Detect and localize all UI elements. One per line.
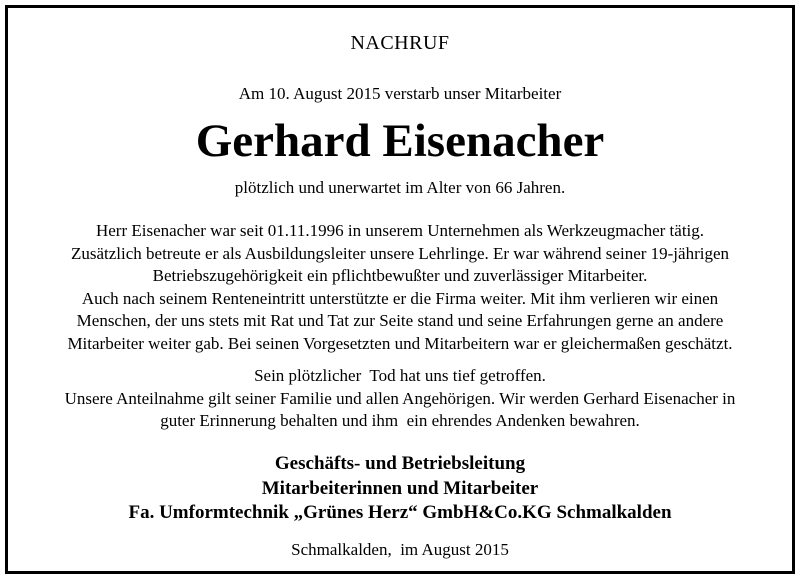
- age-text: plötzlich und unerwartet im Alter von 66 Jahren.: [234, 178, 566, 197]
- signatory-company: Fa. Umformtechnik „Grünes Herz“ GmbH&Co.KG Schmalkalden: [128, 502, 672, 523]
- tribute-paragraph: [0, 220, 800, 355]
- condolence-line: guter Erinnerung behalten und ihm ein ehrendes Andenken bewahren.: [160, 411, 640, 430]
- tribute-line: Menschen, der uns stets mit Rat und Tat zur Seite stand und seine Erfahrungen gerne an andere: [76, 311, 724, 330]
- tribute-line: Herr Eisenacher war seit 01.11.1996 in unserem Unternehmen als Werkzeugmacher tätig.: [95, 221, 705, 240]
- condolence-line: Sein plötzlicher Tod hat uns tief getroffen.: [254, 366, 546, 385]
- condolence-paragraph: [0, 365, 800, 433]
- tribute-line: Mitarbeiter weiter gab. Bei seinen Vorgesetzten und Mitarbeitern war er gleichermaßen geschätzt.: [67, 333, 733, 353]
- tribute-line: Auch nach seinem Renteneintritt unterstützte er die Firma weiter. Mit ihm verlieren wir einen: [81, 288, 719, 308]
- signatory-staff: Mitarbeiterinnen und Mitarbeiter: [261, 477, 539, 499]
- deceased-name: Gerhard Eisenacher: [195, 115, 605, 167]
- condolence-line: Unsere Anteilnahme gilt seiner Familie und allen Angehörigen. Wir werden Gerhard Eisenacher in: [64, 388, 736, 408]
- notice-heading: NACHRUF: [350, 32, 450, 54]
- place-date: Schmalkalden, im August 2015: [291, 540, 509, 559]
- signatories: [0, 452, 800, 526]
- signatory-management: Geschäfts- und Betriebsleitung: [274, 453, 526, 474]
- tribute-line: Zusätzlich betreute er als Ausbildungsleiter unsere Lehrlinge. Er war während seiner 19-jährigen: [70, 243, 730, 263]
- tribute-line: Betriebszugehörigkeit ein pflichtbewußter und zuverlässiger Mitarbeiter.: [152, 266, 648, 285]
- intro-text: Am 10. August 2015 verstarb unser Mitarbeiter: [238, 84, 562, 103]
